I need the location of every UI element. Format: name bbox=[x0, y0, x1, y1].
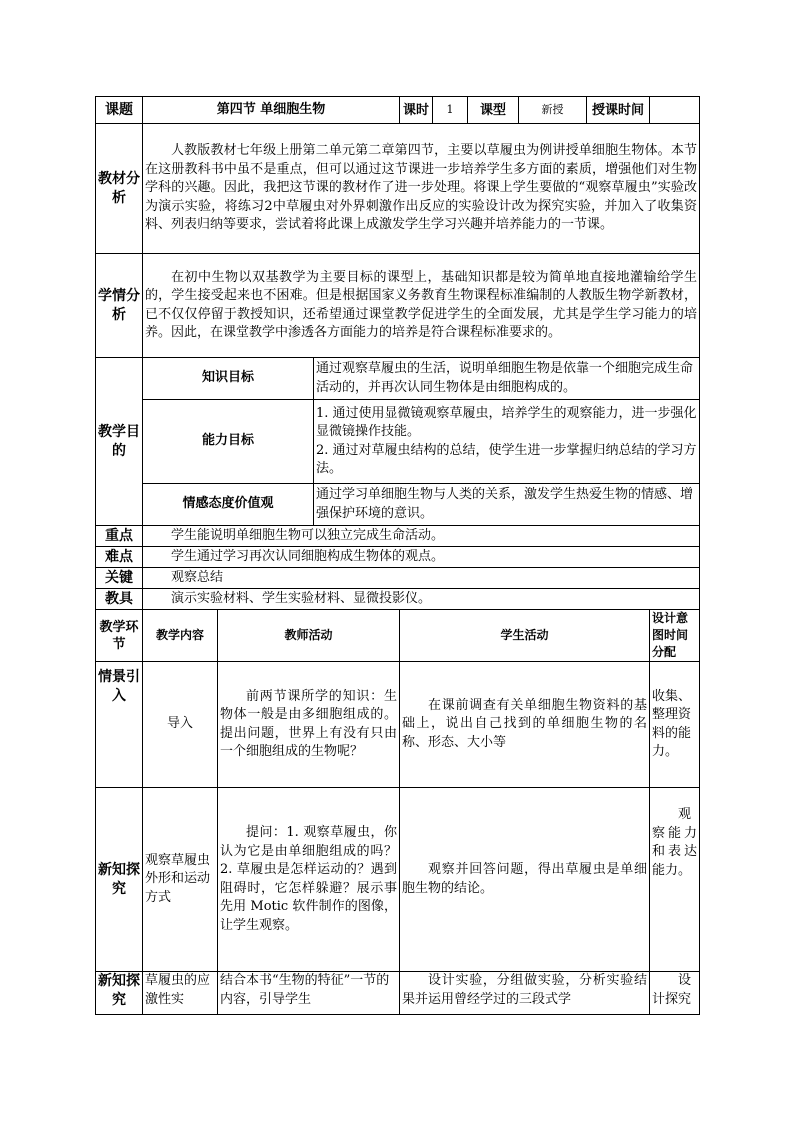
material-text: 人教版教材七年级上册第二单元第二章第四节，主要以草履虫为例讲授单细胞生物体。本节在这册教科书中虽不是重点，但可以通过这节课进一步培养学生多方面的素质，增强他们对生物学科的兴趣。因此，我把这节课的教材作了进一步处理。将课上学生要做的“观察草履虫”实验改为演示实验，将练习2中草履虫对外界刺激作出反应的实验设计改为探究实验，并加入了收集资料、列表归纳等要求，尝试着将此课上成激发学生学习兴趣并培养能力的一节课。 bbox=[143, 124, 700, 254]
design-cell: 设计探究 bbox=[650, 972, 700, 1015]
knowledge-goal-text: 通过观察草履虫的生活，说明单细胞生物是依靠一个细胞完成生命活动的，并再次认同生物体是由细胞构成的。 bbox=[314, 358, 700, 400]
topic-label: 课题 bbox=[96, 97, 143, 124]
crux-row bbox=[96, 568, 700, 589]
emotion-goal-label: 情感态度价值观 bbox=[143, 484, 314, 526]
teacher-cell: 结合本书“生物的特征”一节的内容，引导学生 bbox=[218, 972, 400, 1015]
learner-text: 在初中生物以双基教学为主要目标的课型上，基础知识都是较为简单地直接地灌输给学生的，学生接受起来也不困难。但是根据国家义务教育生物课程标准编制的人教版生物学新教材，已不仅仅停留于教授知识，还希望通过课堂教学促进学生的全面发展，尤其是学生学习能力的培养。因此，在课堂教学中渗透各方面能力的培养是符合课程标准要求的。 bbox=[143, 254, 700, 358]
student-cell: 在课前调查有关单细胞生物资料的基础上，说出自己找到的单细胞生物的名称、形态、大小等 bbox=[400, 662, 650, 788]
period-value: 1 bbox=[433, 97, 468, 124]
ability-goal-label: 能力目标 bbox=[143, 400, 314, 484]
process-header-row bbox=[96, 610, 700, 662]
crux-label: 关键 bbox=[96, 568, 143, 589]
teacher-cell: 提问：1. 观察草履虫，你认为它是由单细胞组成的吗？2. 草履虫是怎样运动的？遇到阻碍时，它怎样躲避？展示事先用 Motic 软件制作的图像，让学生观察。 bbox=[218, 788, 400, 972]
difficulty-row bbox=[96, 547, 700, 568]
student-cell: 观察并回答问题，得出草履虫是单细胞生物的结论。 bbox=[400, 788, 650, 972]
material-row bbox=[96, 124, 700, 254]
period-label: 课时 bbox=[400, 97, 433, 124]
crux-text: 观察总结 bbox=[143, 568, 700, 589]
key-point-label: 重点 bbox=[96, 526, 143, 547]
design-header: 设计意图时间分配 bbox=[650, 610, 700, 662]
knowledge-goal-label: 知识目标 bbox=[143, 358, 314, 400]
goals-label: 教学目的 bbox=[96, 358, 143, 526]
difficulty-label: 难点 bbox=[96, 547, 143, 568]
process-row bbox=[96, 662, 700, 788]
process-row bbox=[96, 972, 700, 1015]
material-label: 教材分析 bbox=[96, 124, 143, 254]
time-label: 授课时间 bbox=[587, 97, 650, 124]
content-cell: 草履虫的应激性实 bbox=[143, 972, 218, 1015]
ability-goal-cell bbox=[314, 400, 700, 484]
learner-row bbox=[96, 254, 700, 358]
type-value: 新授 bbox=[519, 97, 587, 124]
emotion-goal-row bbox=[96, 484, 700, 526]
tools-row bbox=[96, 589, 700, 610]
time-value bbox=[650, 97, 700, 124]
student-cell: 设计实验，分组做实验，分析实验结果并运用曾经学过的三段式学 bbox=[400, 972, 650, 1015]
topic-value: 第四节 单细胞生物 bbox=[143, 97, 400, 124]
tools-label: 教具 bbox=[96, 589, 143, 610]
content-cell: 观察草履虫外形和运动方式 bbox=[143, 788, 218, 972]
knowledge-goal-row bbox=[96, 358, 700, 400]
type-label: 课型 bbox=[468, 97, 519, 124]
content-cell: 导入 bbox=[143, 662, 218, 788]
learner-label: 学情分析 bbox=[96, 254, 143, 358]
ability-goal-item-1: 1. 通过使用显微镜观察草履虫，培养学生的观察能力，进一步强化显微镜操作技能。 bbox=[316, 405, 697, 439]
stage-cell: 情景引入 bbox=[96, 662, 143, 788]
lesson-plan-document bbox=[95, 96, 699, 1015]
process-row bbox=[96, 788, 700, 972]
key-point-row bbox=[96, 526, 700, 547]
emotion-goal-text: 通过学习单细胞生物与人类的关系，激发学生热爱生物的情感、增强保护环境的意识。 bbox=[314, 484, 700, 526]
tools-text: 演示实验材料、学生实验材料、显微投影仪。 bbox=[143, 589, 700, 610]
header-row bbox=[96, 97, 700, 124]
ability-goal-row bbox=[96, 400, 700, 484]
content-header: 教学内容 bbox=[143, 610, 218, 662]
student-header: 学生活动 bbox=[400, 610, 650, 662]
key-point-text: 学生能说明单细胞生物可以独立完成生命活动。 bbox=[143, 526, 700, 547]
stage-header: 教学环节 bbox=[96, 610, 143, 662]
stage-cell: 新知探究 bbox=[96, 972, 143, 1015]
stage-cell: 新知探究 bbox=[96, 788, 143, 972]
difficulty-text: 学生通过学习再次认同细胞构成生物体的观点。 bbox=[143, 547, 700, 568]
design-cell: 观察能力和表达能力。 bbox=[650, 788, 700, 972]
ability-goal-item-2: 2. 通过对草履虫结构的总结，使学生进一步掌握归纳总结的学习方法。 bbox=[316, 442, 697, 476]
teacher-header: 教师活动 bbox=[218, 610, 400, 662]
lesson-plan-table bbox=[95, 96, 700, 1015]
design-cell: 收集、整理资料的能力。 bbox=[650, 662, 700, 788]
teacher-cell: 前两节课所学的知识：生物体一般是由多细胞组成的。提出问题，世界上有没有只由一个细胞组成的生物呢？ bbox=[218, 662, 400, 788]
